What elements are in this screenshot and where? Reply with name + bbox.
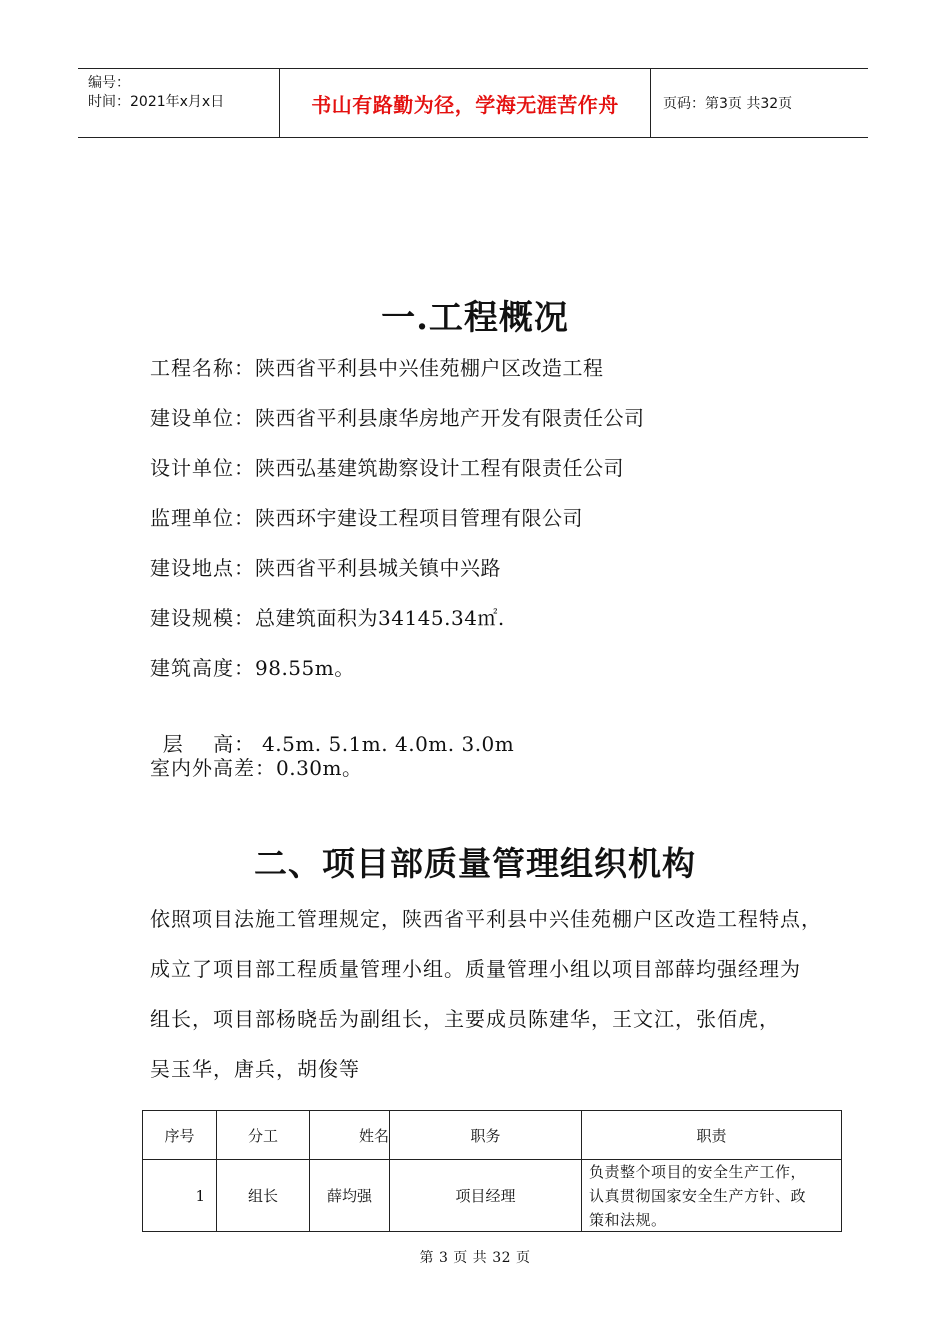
- table-header-name: 姓名: [358, 1126, 389, 1145]
- table-header-duty: 职责: [696, 1126, 727, 1145]
- overview-value: 4.5m. 5.1m. 4.0m. 3.0m: [255, 732, 515, 756]
- row-role: 组长: [247, 1187, 278, 1205]
- overview-item: [150, 505, 583, 531]
- overview-value: 陕西环宇建设工程项目管理有限公司: [255, 506, 583, 530]
- overview-value: 陕西省平利县城关镇中兴路: [255, 556, 501, 580]
- section-title-organization: 二、项目部质量管理组织机构: [254, 844, 696, 883]
- page-footer: 第 3 页 共 32 页: [419, 1250, 531, 1266]
- paragraph-line: 吴玉华，唐兵，胡俊等: [150, 1057, 360, 1081]
- paragraph-line: 组长，项目部杨晓岳为副组长，主要成员陈建华，王文江，张佰虎，: [150, 1007, 780, 1031]
- quality-team-table: [142, 1110, 842, 1232]
- page-header: [78, 68, 868, 138]
- paragraph-line: 依照项目法施工管理规定，陕西省平利县中兴佳苑棚户区改造工程特点，: [150, 907, 822, 931]
- overview-item: [150, 355, 604, 381]
- overview-label: 设计单位：: [150, 456, 255, 480]
- overview-value: 0.30m。: [276, 756, 363, 780]
- header-meta: [78, 69, 279, 137]
- overview-value: 总建筑面积为34145.34㎡.: [255, 606, 505, 630]
- overview-item: [150, 605, 505, 631]
- overview-label: 建筑高度：: [150, 656, 255, 680]
- overview-label: 监理单位：: [150, 506, 255, 530]
- overview-label: 工程名称：: [150, 356, 255, 380]
- table-header-position: 职务: [470, 1126, 501, 1145]
- table-header-no: 序号: [164, 1126, 195, 1145]
- number-label: 编号：: [88, 75, 130, 91]
- paragraph-line: 成立了项目部工程质量管理小组。质量管理小组以项目部薛均强经理为: [150, 957, 801, 981]
- row-name: 薛均强: [326, 1187, 372, 1205]
- row-duty: [589, 1160, 839, 1231]
- time-label: 时间：2021年x月x日: [88, 94, 225, 110]
- overview-value: 98.55m。: [255, 656, 355, 680]
- overview-item: [150, 405, 645, 431]
- overview-label: 建设单位：: [150, 406, 255, 430]
- overview-item: [150, 555, 501, 581]
- header-page-code: 页码：第3页 共32页: [663, 96, 793, 112]
- duty-line: 认真贯彻国家安全生产方针、政: [589, 1187, 807, 1205]
- section-title-overview: 一.工程概况: [381, 298, 569, 338]
- row-position: 项目经理: [455, 1187, 516, 1205]
- overview-item: [150, 455, 624, 481]
- row-no: 1: [195, 1186, 205, 1205]
- overview-value: 陕西弘基建筑勘察设计工程有限责任公司: [255, 456, 624, 480]
- overview-item: [150, 655, 355, 681]
- duty-line: 策和法规。: [589, 1211, 667, 1229]
- overview-label: 室内外高差：: [150, 756, 276, 780]
- overview-value: 陕西省平利县康华房地产开发有限责任公司: [255, 406, 645, 430]
- table-header-role: 分工: [247, 1126, 278, 1145]
- overview-item: [150, 755, 363, 781]
- overview-label: 建设规模：: [150, 606, 255, 630]
- header-motto: 书山有路勤为径，学海无涯苦作舟: [311, 92, 619, 117]
- overview-label: 建设地点：: [150, 556, 255, 580]
- overview-value: 陕西省平利县中兴佳苑棚户区改造工程: [255, 356, 604, 380]
- overview-item: [150, 705, 514, 757]
- overview-label: 层 高：: [162, 732, 256, 756]
- duty-line: 负责整个项目的安全生产工作，: [589, 1163, 807, 1181]
